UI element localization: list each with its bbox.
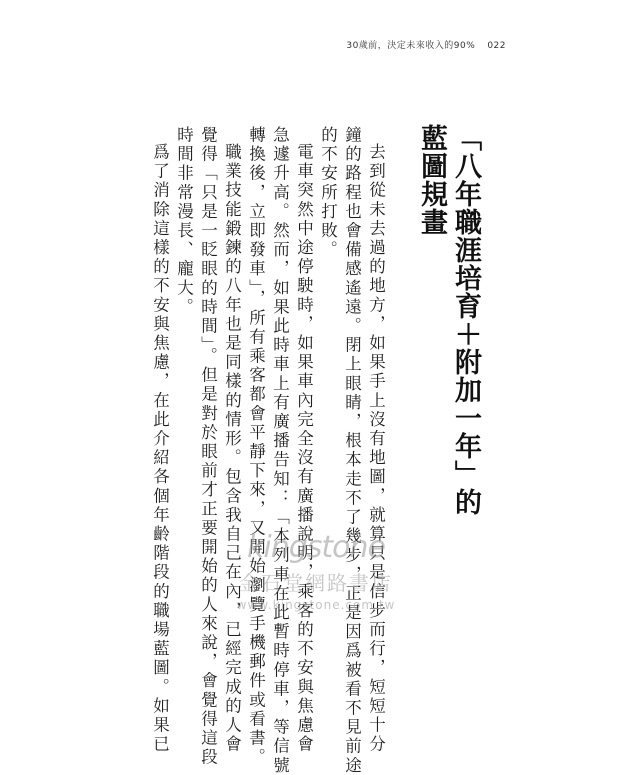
body-line-4: 電車突然中途停駛時，如果車內完全沒有廣播說明，乘客的不安與焦慮會 (294, 143, 314, 755)
body-line-9: 時間非常漫長、龐大。 (174, 126, 194, 317)
watermark-url: www.kingstone.com.tw (236, 598, 396, 612)
running-header (346, 38, 506, 51)
body-line-6: 轉換後，立即發車」，所有乘客都會平靜下來，又開始瀏覽手機郵件或看書。 (246, 126, 266, 768)
body-line-8: 覺得「只是一眨眼的時間」。但是對於眼前才正要開始的人來說，會覺得這段 (198, 126, 218, 768)
book-title: 30歲前，決定未來收入的90% (346, 41, 476, 51)
body-line-7: 職業技能鍛鍊的八年也是同樣的情形。包含我自己在內，已經完成的人會 (222, 143, 242, 755)
watermark-brand: kingstone (247, 530, 385, 565)
watermark (216, 530, 416, 612)
section-title-line-1: 「八年職涯培育＋附加一年」的 (450, 124, 481, 516)
section-title-line-2: 藍圖規畫 (416, 124, 447, 236)
body-line-3: 的不安所打敗。 (318, 126, 338, 260)
page-number: 022 (487, 41, 506, 51)
body-line-2: 鐘的路程也會備感遙遠。閉上眼睛，根本走不了幾步，正是因爲被看不見前途 (342, 126, 362, 775)
watermark-store-name: 金石堂網路書店 (239, 571, 393, 595)
body-line-5: 急遽升高。然而，如果此時車上有廣播告知：「本列車在此暫時停車，等信號 (270, 126, 290, 775)
body-line-1: 去到從未去過的地方，如果手上沒有地圖，就算只是信步而行，短短十分 (366, 143, 386, 755)
body-line-10: 爲了消除這樣的不安與焦慮，在此介紹各個年齡階段的職場藍圖。如果已 (150, 143, 170, 755)
